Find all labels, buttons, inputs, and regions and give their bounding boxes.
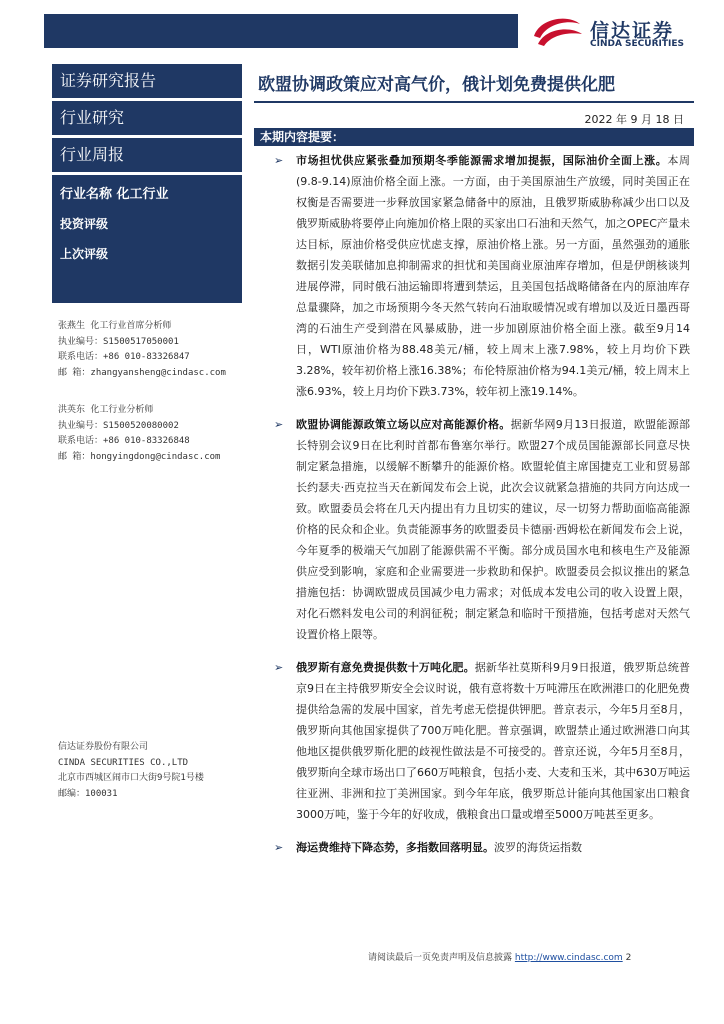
analyst-name: 洪英东 化工行业分析师 (58, 405, 154, 415)
company-address: 北京市西城区闹市口大街9号院1号楼 (58, 773, 204, 783)
company-name-en: CINDA SECURITIES CO.,LTD (58, 757, 189, 768)
summary-paragraph (270, 837, 690, 858)
analyst-license: 执业编号：S1500517050001 (58, 336, 179, 347)
paragraph-lead: 俄罗斯有意免费提供数十万吨化肥。 (296, 661, 475, 674)
arrow-bullet-icon: ➢ (274, 661, 284, 674)
analyst-card (52, 319, 242, 381)
report-category-block: 行业研究 (52, 101, 242, 135)
industry-name: 行业名称 化工行业 (60, 187, 169, 202)
summary-content (270, 150, 690, 940)
company-name-cn: 信达证券股份有限公司 (58, 742, 149, 752)
arrow-bullet-icon: ➢ (274, 154, 284, 167)
summary-paragraph (270, 657, 690, 825)
page-title: 欧盟协调政策应对高气价，俄计划免费提供化肥 (258, 75, 615, 95)
last-rating: 上次评级 (60, 247, 109, 261)
analyst-license: 执业编号：S1500520080002 (58, 420, 179, 431)
analyst-email[interactable]: 邮 箱：hongyingdong@cindasc.com (58, 451, 221, 462)
summary-paragraph (270, 414, 690, 645)
sidebar (52, 64, 242, 998)
investment-rating: 投资评级 (60, 217, 109, 231)
company-postcode: 邮编：100031 (58, 788, 118, 799)
analyst-name: 张燕生 化工行业首席分析师 (58, 321, 172, 331)
summary-paragraph (270, 150, 690, 402)
report-frequency-block: 行业周报 (52, 138, 242, 172)
website-link[interactable]: http://www.cindasc.com (514, 953, 623, 963)
analyst-phone: 联系电话：+86 010-83326847 (58, 352, 190, 362)
rating-block (52, 175, 242, 303)
arrow-bullet-icon: ➢ (274, 418, 284, 431)
report-type-block: 证券研究报告 (52, 64, 242, 98)
paragraph-body: 本周(9.8-9.14)原油价格全面上涨。一方面，由于美国原油生产放缓，同时美国正在权衡是否需要进一步释放国家紧急储备中的原油，且俄罗斯威胁称减少出口以及俄罗斯威胁将要停止向施加价格上限的买家出口石油和天然气，加之OPEC产量未达目标，原油价格受供应忧虑支撑，原油价格上涨。另一方面，虽然强劲的通胀数据引发美联储加息抑制需求的担忧和美国商业原油库存增加，但是伊朗核谈判进展停滞，同时俄石油运输即将遭到禁运，且美国包括战略储备在内的原油库存总量骤降，加之市场预期今冬天然气转向石油取暖情况或有增加以及近日墨西哥湾的石油生产受到潜在风暴威胁，进一步加剧原油价格全面上涨。截至9月14日，WTI原油价格为88.48美元/桶，较上周末上涨7.98%，较上月均价下跌3.28%，较年初价格上涨16.38%；布伦特原油价格为94.1美元/桶，较上周末上涨6.93%，较上月均价下跌3.73%，较年初上涨19.14%。 (296, 154, 690, 398)
company-info (58, 740, 204, 802)
logo-text-en: CINDA SECURITIES (590, 39, 684, 49)
disclaimer-text: 请阅读最后一页免责声明及信息披露 (368, 953, 513, 963)
page-footer (368, 950, 631, 963)
paragraph-body: 波罗的海货运指数 (494, 841, 582, 854)
paragraph-body: 据新华社莫斯科9月9日报道，俄罗斯总统普京9日在主持俄罗斯安全会议时说，俄有意将数十万吨滞压在欧洲港口的化肥免费提供给急需的发展中国家，首先考虑无偿提供钾肥。普京表示，今年5月至8月，俄罗斯向其他国家提供了700万吨化肥。普京强调，欧盟禁止通过欧洲港口向其他地区提供俄罗斯化肥的歧视性做法是不可接受的。普京还说，今年5月至8月，俄罗斯向全球市场出口了660万吨粮食，包括小麦、大麦和玉米，其中630万吨运往亚洲、非洲和拉丁美洲国家。到今年年底，俄罗斯总计能向其他国家出口粮食3000万吨，鉴于今年的好收成，俄粮食出口量或增至5000万吨甚至更多。 (296, 661, 690, 821)
cinda-logo-icon (530, 14, 584, 54)
logo-text-cn: 信达证券 (590, 20, 675, 42)
analyst-card (52, 403, 242, 465)
paragraph-body: 据新华网9月13日报道，欧盟能源部长特别会议9日在比利时首都布鲁塞尔举行。欧盟27个成员国能源部长同意尽快制定紧急措施，以缓解不断攀升的能源价格。欧盟轮值主席国捷克工业和贸易部长约瑟夫·西克拉当天在新闻发布会上说，此次会议就紧急措施的共同方向达成一致。欧盟委员会将在几天内提出有力且切实的建议，尽一切努力帮助面临高能源价格的民众和企业。负责能源事务的欧盟委员卡德丽·西姆松在新闻发布会上说，今年夏季的极端天气加剧了能源供需不平衡。部分成员国水电和核电生产及能源供应受到影响，家庭和企业需要进一步救助和保护。欧盟委员会拟议推出的紧急措施包括：协调欧盟成员国减少电力需求；对低成本发电公司的收入设置上限，对化石燃料发电公司的利润征税；制定紧急和临时干预措施，包括考虑对天然气设置价格上限等。 (296, 418, 690, 641)
paragraph-lead: 欧盟协调能源政策立场以应对高能源价格。 (296, 418, 511, 431)
paragraph-lead: 海运费维持下降态势，多指数回落明显。 (296, 841, 494, 854)
title-divider (254, 101, 694, 103)
header-bar (44, 14, 518, 48)
paragraph-lead: 市场担忧供应紧张叠加预期冬季能源需求增加提振，国际油价全面上涨。 (296, 154, 668, 167)
summary-header: 本期内容提要： (254, 128, 694, 146)
analyst-phone: 联系电话：+86 010-83326848 (58, 436, 190, 446)
page-number: 2 (625, 953, 632, 963)
arrow-bullet-icon: ➢ (274, 841, 284, 854)
company-logo (530, 14, 710, 54)
report-date: 2022 年 9 月 18 日 (584, 113, 684, 126)
analyst-email[interactable]: 邮 箱：zhangyansheng@cindasc.com (58, 367, 226, 378)
